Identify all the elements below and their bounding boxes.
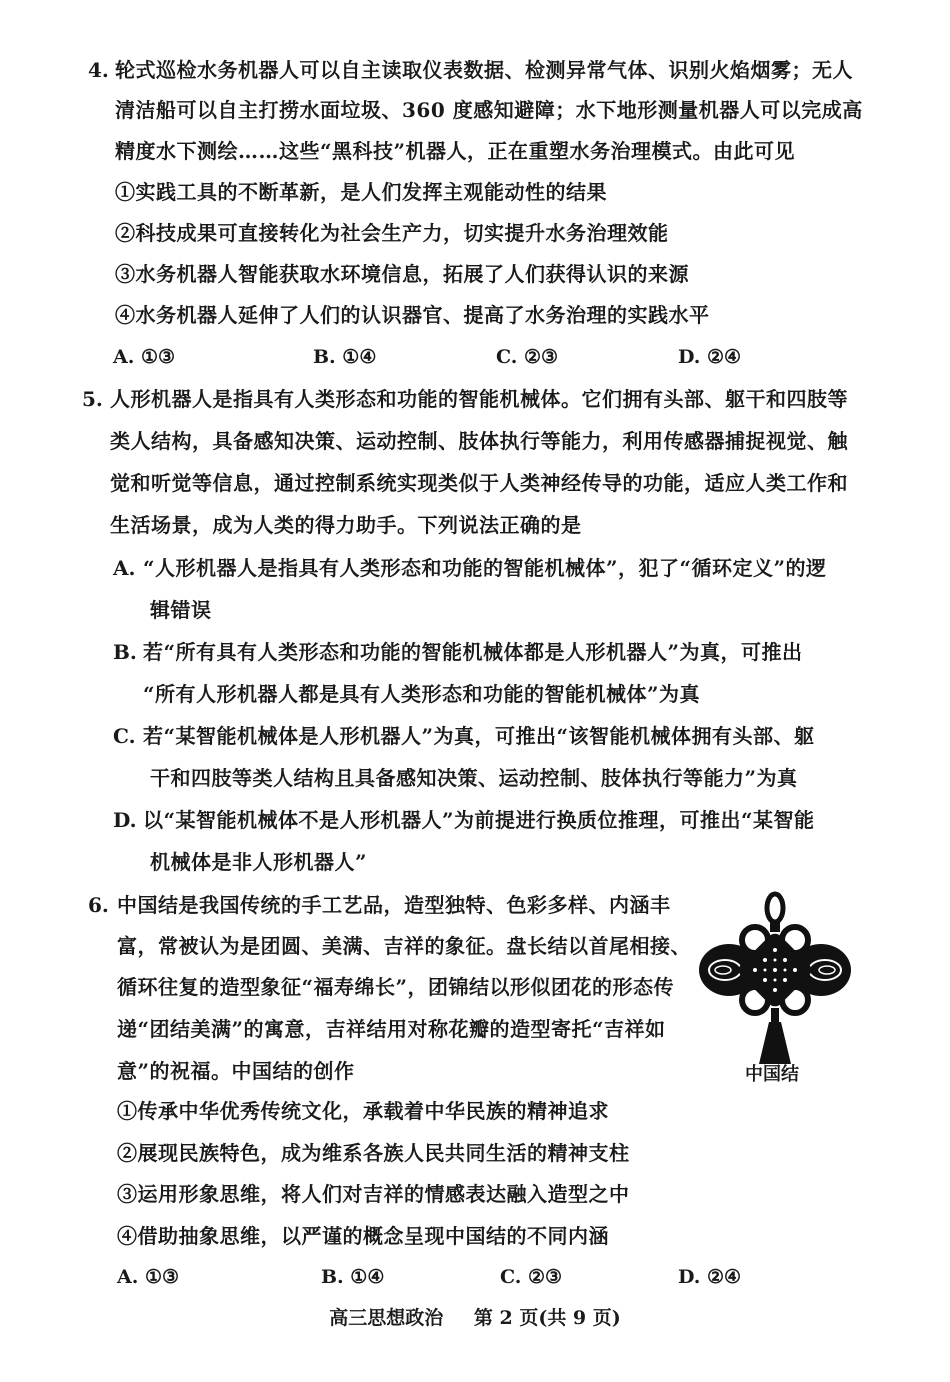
q5-option-d-text[interactable]: 以“某智能机械体不是人形机器人”为前提进行换质位推理，可推出“某智能: [143, 808, 815, 832]
q4-option-d[interactable]: D. ②④: [678, 346, 742, 368]
q6-number: 6.: [88, 893, 109, 917]
q4-number: 4.: [88, 58, 109, 82]
q6-stem-line: 富，常被认为是团圆、美满、吉祥的象征。盘长结以首尾相接、: [117, 934, 691, 958]
q5-option-a-label[interactable]: A.: [113, 556, 136, 580]
q6-stem-line: 中国结是我国传统的手工艺品，造型独特、色彩多样、内涵丰: [117, 893, 671, 917]
q6-stem-line: 循环往复的造型象征“福寿绵长”，团锦结以形似团花的形态传: [117, 975, 675, 999]
figure-caption: 中国结: [745, 1064, 799, 1085]
q5-option-a-text[interactable]: “人形机器人是指具有人类形态和功能的智能机械体”，犯了“循环定义”的逻: [143, 556, 827, 580]
q4-statement: ③水务机器人智能获取水环境信息，拓展了人们获得认识的来源: [115, 262, 689, 286]
q4-statement: ①实践工具的不断革新，是人们发挥主观能动性的结果: [115, 180, 607, 204]
q5-option-b-text[interactable]: 若“所有具有人类形态和功能的智能机械体都是人形机器人”为真，可推出: [143, 640, 803, 664]
q5-stem-line: 类人结构，具备感知决策、运动控制、肢体执行等能力，利用传感器捕捉视觉、触: [110, 429, 848, 453]
q5-stem-line: 觉和听觉等信息，通过控制系统实现类似于人类神经传导的功能，适应人类工作和: [110, 471, 848, 495]
q5-option-b-text[interactable]: “所有人形机器人都是具有人类形态和功能的智能机械体”为真: [143, 682, 701, 706]
page-footer: [0, 1304, 950, 1332]
q4-stem-line: 精度水下测绘……这些“黑科技”机器人，正在重塑水务治理模式。由此可见: [115, 139, 796, 163]
q6-stem-line: 递“团结美满”的寓意，吉祥结用对称花瓣的造型寄托“吉祥如: [117, 1017, 666, 1041]
q6-statement: ③运用形象思维，将人们对吉祥的情感表达融入造型之中: [117, 1182, 630, 1206]
q5-stem-line: 生活场景，成为人类的得力助手。下列说法正确的是: [110, 513, 582, 537]
q5-option-d-label[interactable]: D.: [113, 808, 137, 832]
q5-stem-line: 人形机器人是指具有人类形态和功能的智能机械体。它们拥有头部、躯干和四肢等: [110, 387, 848, 411]
q5-option-a-text[interactable]: 辑错误: [150, 598, 212, 622]
q4-option-a[interactable]: A. ①③: [113, 346, 176, 368]
q5-option-c-label[interactable]: C.: [113, 724, 136, 748]
q6-option-d[interactable]: D. ②④: [678, 1266, 742, 1288]
q6-stem-line: 意”的祝福。中国结的创作: [117, 1059, 355, 1083]
q5-option-c-text[interactable]: 干和四肢等类人结构且具备感知决策、运动控制、肢体执行等能力”为真: [150, 766, 798, 790]
q6-option-b[interactable]: B. ①④: [321, 1266, 385, 1288]
q5-number: 5.: [82, 387, 103, 411]
q5-option-d-text[interactable]: 机械体是非人形机器人”: [150, 850, 368, 874]
q4-stem-line: 轮式巡检水务机器人可以自主读取仪表数据、检测异常气体、识别火焰烟雾；无人: [115, 58, 853, 82]
q5-option-b-label[interactable]: B.: [113, 640, 137, 664]
footer-subject: 高三思想政治: [329, 1307, 444, 1329]
q4-option-b[interactable]: B. ①④: [313, 346, 377, 368]
q6-statement: ①传承中华优秀传统文化，承载着中华民族的精神追求: [117, 1099, 609, 1123]
q4-stem-line: 清洁船可以自主打捞水面垃圾、360 度感知避障；水下地形测量机器人可以完成高: [115, 98, 863, 122]
footer-page-number: 第 2 页(共 9 页): [473, 1307, 621, 1329]
q6-option-c[interactable]: C. ②③: [500, 1266, 563, 1288]
q4-option-c[interactable]: C. ②③: [496, 346, 559, 368]
q6-statement: ②展现民族特色，成为维系各族人民共同生活的精神支柱: [117, 1141, 630, 1165]
q5-option-c-text[interactable]: 若“某智能机械体是人形机器人”为真，可推出“该智能机械体拥有头部、躯: [143, 724, 815, 748]
chinese-knot-figure: [695, 888, 855, 1068]
q6-option-a[interactable]: A. ①③: [117, 1266, 180, 1288]
q6-statement: ④借助抽象思维，以严谨的概念呈现中国结的不同内涵: [117, 1224, 609, 1248]
q4-statement: ④水务机器人延伸了人们的认识器官、提高了水务治理的实践水平: [115, 303, 710, 327]
q4-statement: ②科技成果可直接转化为社会生产力，切实提升水务治理效能: [115, 221, 669, 245]
